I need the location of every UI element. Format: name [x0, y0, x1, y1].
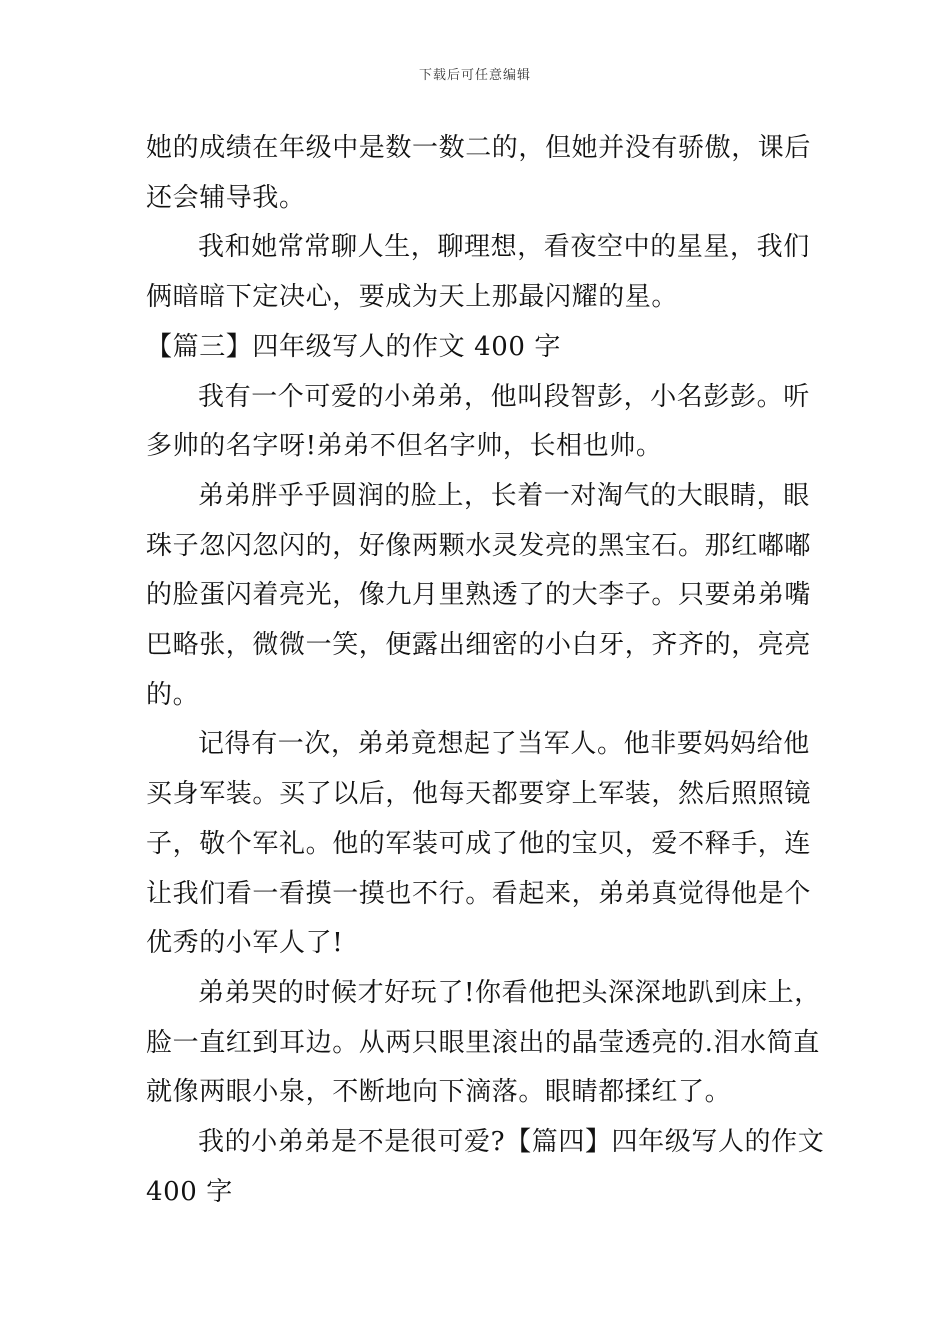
text-line: 子，敬个军礼。他的军装可成了他的宝贝，爱不释手，连: [146, 828, 812, 859]
page-header: 下载后可任意编辑: [418, 68, 531, 83]
text-line: 就像两眼小泉，不断地向下滴落。眼睛都揉红了。: [146, 1077, 732, 1108]
text-line: 她的成绩在年级中是数一数二的，但她并没有骄傲，课后: [146, 133, 812, 163]
paragraph-start-line: 我和她常常聊人生，聊理想，看夜空中的星星，我们: [198, 232, 810, 263]
text-line: 脸一直红到耳边。从两只眼里滚出的晶莹透亮的.泪水简直: [146, 1027, 820, 1058]
text-line: 400 字: [146, 1176, 233, 1207]
text-line: 珠子忽闪忽闪的，好像两颗水灵发亮的黑宝石。那红嘟嘟: [146, 530, 812, 561]
text-line: 俩暗暗下定决心，要成为天上那最闪耀的星。: [146, 282, 679, 313]
paragraph-start-line: 弟弟胖乎乎圆润的脸上，长着一对淘气的大眼睛，眼: [198, 480, 810, 511]
text-line: 的脸蛋闪着亮光，像九月里熟透了的大李子。只要弟弟嘴: [146, 580, 812, 611]
text-line: 还会辅导我。: [146, 182, 306, 213]
text-line: 的。: [146, 679, 200, 710]
text-line: 让我们看一看摸一摸也不行。看起来，弟弟真觉得他是个: [146, 878, 812, 909]
paragraph-start-line: 记得有一次，弟弟竟想起了当军人。他非要妈妈给他: [198, 729, 810, 760]
text-line: 买身军装。买了以后，他每天都要穿上军装，然后照照镜: [146, 779, 812, 810]
text-line: 优秀的小军人了!: [146, 928, 344, 959]
paragraph-start-line: 弟弟哭的时候才好玩了!你看他把头深深地趴到床上，: [198, 977, 821, 1008]
paragraph-start-line: 我有一个可爱的小弟弟，他叫段智彭，小名彭彭。听: [198, 381, 810, 412]
text-line: 多帅的名字呀!弟弟不但名字帅，长相也帅。: [146, 431, 663, 462]
section-heading: 【篇三】四年级写人的作文 400 字: [146, 331, 561, 362]
document-body: [146, 124, 825, 1217]
text-line: 巴略张，微微一笑，便露出细密的小白牙，齐齐的，亮亮: [146, 630, 812, 661]
paragraph-start-line: 我的小弟弟是不是很可爱?【篇四】四年级写人的作文: [198, 1127, 825, 1158]
